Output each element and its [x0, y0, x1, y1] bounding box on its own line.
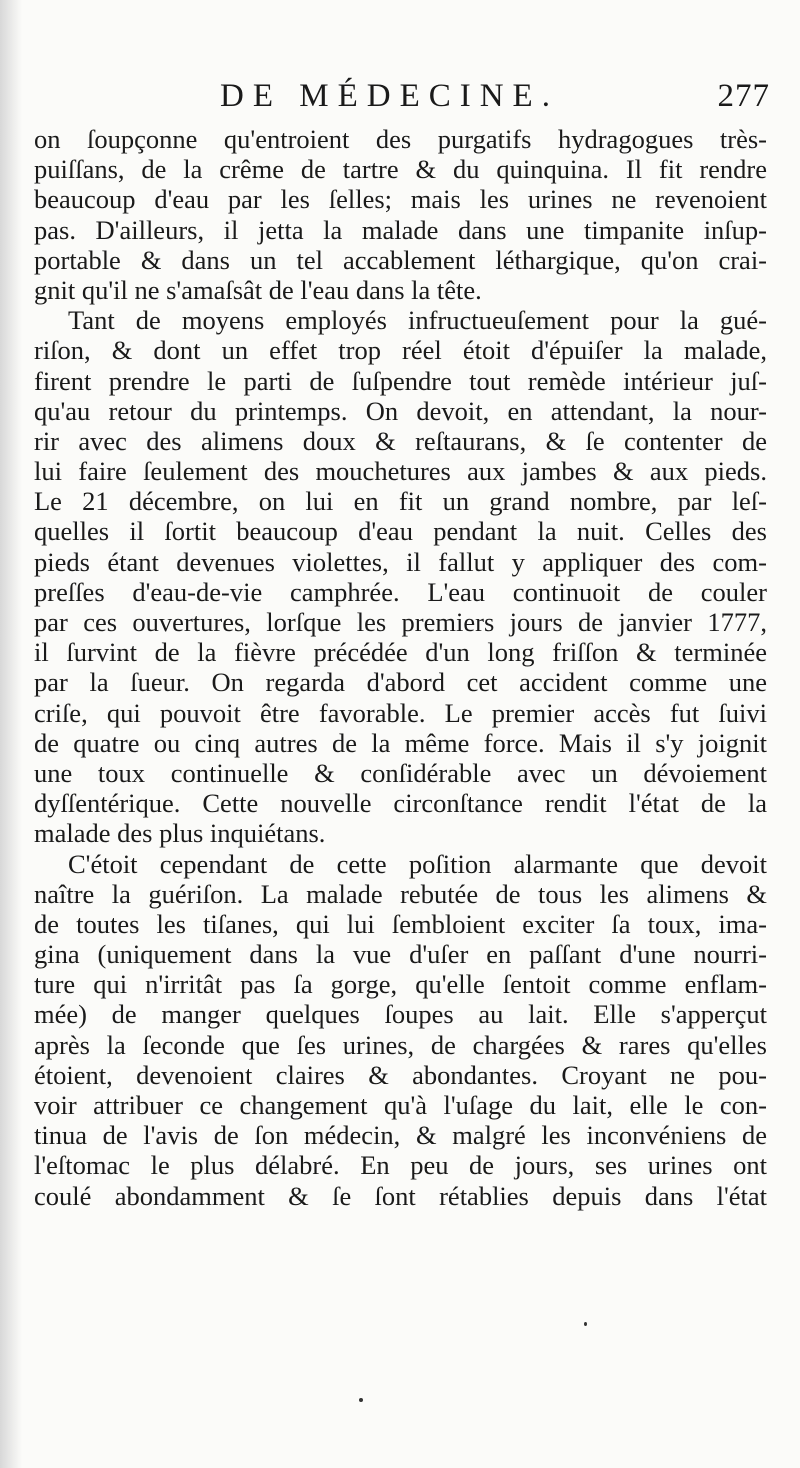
text-line: on ſoupçonne qu'entroient des purgatifs hydragogues très- [34, 124, 767, 154]
text-line: gina (uniquement dans la vue d'uſer en paſſant d'une nourri- [34, 939, 767, 970]
text-line: gnit qu'il ne s'amaſsât de l'eau dans la tête. [34, 274, 482, 305]
ink-speck [359, 1398, 363, 1402]
text-line: mée) de manger quelques ſoupes au lait. Elle s'apperçut [34, 999, 767, 1030]
text-line: pieds étant devenues violettes, il fallut y appliquer des com- [34, 546, 767, 577]
text-line: par ces ouvertures, lorſque les premiers jours de janvier 1777, [34, 607, 767, 637]
text-line: portable & dans un tel accablement léthargique, qu'on crai- [34, 244, 767, 275]
text-line: criſe, qui pouvoit être favorable. Le premier accès fut ſuivi [34, 697, 767, 728]
text-line: naître la guériſon. La malade rebutée de tous les alimens & [34, 878, 767, 909]
text-line: voir attribuer ce changement qu'à l'uſage du lait, elle le con- [34, 1090, 767, 1120]
body-text [34, 124, 767, 1211]
text-line: dyſſentérique. Cette nouvelle circonſtance rendit l'état de la [34, 788, 767, 819]
text-line: après la ſeconde que ſes urines, de chargées & rares qu'elles [34, 1029, 767, 1060]
text-line: tinua de l'avis de ſon médecin, & malgré les inconvéniens de [34, 1120, 767, 1151]
text-line: Le 21 décembre, on lui en fit un grand nombre, par leſ- [34, 486, 767, 517]
page-header [220, 78, 770, 122]
ink-speck [584, 1322, 587, 1326]
text-line: firent prendre le parti de ſuſpendre tout remède intérieur juſ- [34, 365, 767, 396]
text-line: étoient, devenoient claires & abondantes. Croyant ne pou- [34, 1059, 767, 1090]
text-line: C'étoit cependant de cette poſition alarmante que devoit [68, 848, 767, 879]
text-line: une toux continuelle & conſidérable avec un dévoiement [34, 757, 767, 788]
text-line: qu'au retour du printemps. On devoit, en attendant, la nour- [34, 395, 767, 426]
text-line: rir avec des alimens doux & reſtaurans, & ſe contenter de [34, 425, 767, 456]
text-line: il ſurvint de la fièvre précédée d'un long friſſon & terminée [34, 637, 767, 668]
text-line: riſon, & dont un effet trop réel étoit d'épuiſer la malade, [34, 335, 767, 366]
text-line: lui faire ſeulement des mouchetures aux jambes & aux pieds. [34, 456, 767, 487]
text-line: coulé abondamment & ſe ſont rétablies depuis dans l'état [34, 1180, 767, 1211]
text-line: par la ſueur. On regarda d'abord cet accident comme une [34, 667, 767, 698]
text-line: l'eſtomac le plus délabré. En peu de jours, ses urines ont [34, 1150, 767, 1181]
text-line: puiſſans, de la crême de tartre & du quinquina. Il fit rendre [34, 154, 767, 185]
running-title: DE MÉDECINE. [220, 78, 559, 114]
text-line: beaucoup d'eau par les ſelles; mais les urines ne revenoient [34, 184, 767, 215]
page-number: 277 [717, 78, 770, 114]
text-line: preſſes d'eau-de-vie camphrée. L'eau continuoit de couler [34, 576, 767, 607]
text-line: pas. D'ailleurs, il jetta la malade dans une timpanite inſup- [34, 214, 767, 245]
text-line: de toutes les tiſanes, qui lui ſembloient exciter ſa toux, ima- [34, 908, 767, 939]
text-line: quelles il ſortit beaucoup d'eau pendant la nuit. Celles des [34, 516, 767, 547]
text-line: ture qui n'irritât pas ſa gorge, qu'elle ſentoit comme enflam- [34, 969, 767, 1000]
text-line: de quatre ou cinq autres de la même force. Mais il s'y joignit [34, 727, 767, 758]
text-line: malade des plus inquiétans. [34, 818, 326, 849]
text-line: Tant de moyens employés infructueuſement pour la gué- [68, 305, 767, 336]
